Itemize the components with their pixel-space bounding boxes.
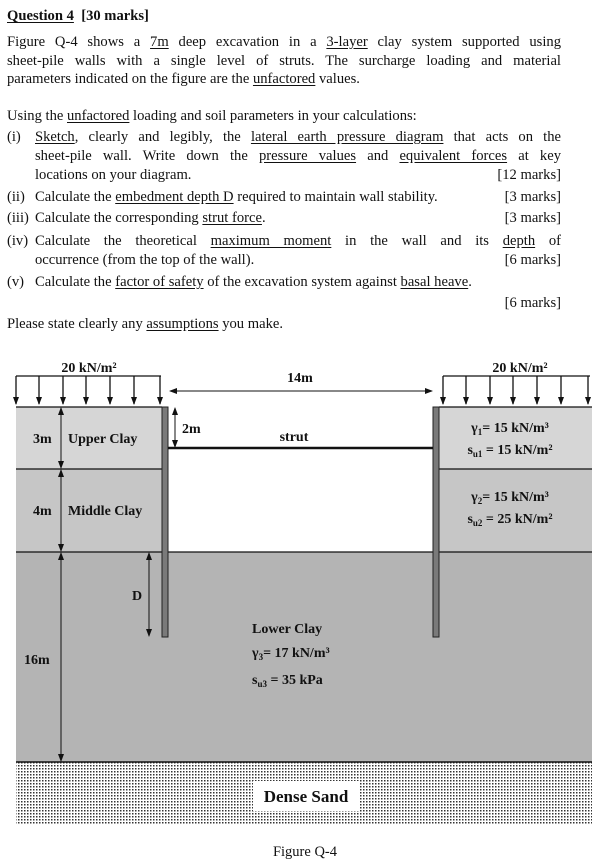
item-label: (ii): [7, 189, 25, 205]
text-segment: Calculate the corresponding: [35, 210, 203, 226]
middle-clay-label: Middle Clay: [68, 504, 143, 519]
emphasized-term: lateral earth pressure diagram: [250, 129, 444, 145]
embedment-label: D: [132, 589, 143, 604]
param-sub: 2: [477, 496, 483, 506]
text-segment: , clearly and legibly, the: [74, 129, 251, 145]
text-segment: at key: [507, 148, 561, 164]
strut-label: strut: [279, 430, 309, 445]
text-segment: Using the: [7, 108, 67, 124]
emphasized-term: unfactored: [67, 108, 130, 124]
param-sym: γ: [252, 646, 259, 661]
param-sym: γ: [471, 421, 478, 436]
param-rest: = 17 kN/m³: [263, 646, 330, 661]
emphasized-term: equivalent forces: [399, 148, 508, 164]
text-segment: occurrence (from the top of the wall).: [35, 252, 255, 268]
text-segment: sheet-pile wall. Write down the: [35, 148, 259, 164]
param-sub: 3: [258, 652, 264, 662]
text-segment: required to maintain wall stability.: [233, 189, 438, 205]
marks-label: [6 marks]: [504, 252, 561, 268]
emphasized-term: depth: [502, 233, 536, 249]
item-label: (v): [7, 274, 25, 290]
marks-label: [6 marks]: [504, 295, 561, 311]
text-segment: that acts on the: [443, 129, 562, 145]
text-segment: locations on your diagram.: [35, 167, 192, 183]
param-sym: s: [467, 512, 473, 527]
emphasized-term: factor of safety: [115, 274, 204, 290]
text-segment: Calculate the: [35, 189, 116, 205]
param-rest: = 15 kN/m³: [482, 490, 549, 505]
text-segment: .: [468, 274, 472, 290]
text-segment: and: [356, 148, 400, 164]
left-sheet-pile-wall: [162, 407, 168, 637]
item-label: (iv): [7, 233, 29, 249]
excavation-width-label: 14m: [287, 371, 313, 386]
soil-parameter-g3: [251, 646, 330, 662]
surcharge-right-label: 20 kN/m²: [492, 361, 548, 376]
middle-clay-right: [439, 469, 592, 552]
text-segment: of the excavation system against: [203, 274, 401, 290]
item-label: (iii): [7, 210, 29, 226]
emphasized-term: 3-layer: [326, 34, 368, 50]
param-sub: 1: [477, 427, 483, 437]
upper-thickness-label: 3m: [33, 432, 52, 447]
text-segment: you make.: [218, 316, 284, 332]
emphasized-term: maximum moment: [210, 233, 332, 249]
param-sub: u2: [472, 518, 483, 528]
param-sym: s: [467, 443, 473, 458]
emphasized-term: basal heave: [400, 274, 469, 290]
right-sheet-pile-wall: [433, 407, 439, 637]
surcharge-left-label: 20 kN/m²: [61, 361, 117, 376]
text-segment: clay system supported using: [367, 34, 561, 50]
emphasized-term: unfactored: [252, 71, 316, 87]
text-segment: of: [535, 233, 561, 249]
strut-depth-label: 2m: [182, 422, 201, 437]
text-segment: loading and soil parameters in your calculations:: [129, 108, 417, 124]
param-rest: = 15 kN/m³: [482, 421, 549, 436]
param-rest: = 15 kN/m²: [482, 443, 553, 458]
question-number: Question 4: [7, 8, 74, 24]
param-sym: γ: [471, 490, 478, 505]
lower-clay-label: Lower Clay: [252, 622, 323, 637]
text-segment: .: [261, 210, 266, 226]
emphasized-term: embedment depth D: [115, 189, 234, 205]
param-sym: s: [252, 673, 258, 688]
emphasized-term: Sketch: [35, 129, 75, 145]
question-marks: [30 marks]: [81, 8, 149, 24]
text-segment: in the wall and its: [331, 233, 503, 249]
emphasized-term: pressure values: [258, 148, 357, 164]
param-sub: u3: [257, 679, 267, 689]
text-segment: deep excavation in a: [168, 34, 327, 50]
figure-caption: Figure Q-4: [272, 844, 338, 860]
middle-thickness-label: 4m: [33, 504, 52, 519]
lower-thickness-label: 16m: [24, 653, 50, 668]
param-sub: u1: [472, 449, 483, 459]
marks-label: [3 marks]: [504, 189, 561, 205]
emphasized-term: 7m: [150, 34, 169, 50]
emphasized-term: strut force: [202, 210, 262, 226]
param-rest: = 25 kN/m²: [482, 512, 553, 527]
item-label: (i): [7, 129, 21, 145]
emphasized-term: assumptions: [146, 316, 219, 332]
marks-label: [3 marks]: [504, 210, 561, 226]
text-segment: values.: [315, 71, 360, 87]
text-segment: sheet-pile walls with a single level of struts. The surcharge loading and material: [7, 53, 561, 69]
param-rest: = 35 kPa: [266, 673, 323, 688]
marks-label: [12 marks]: [497, 167, 561, 183]
upper-clay-label: Upper Clay: [68, 432, 138, 447]
text-segment: parameters indicated on the figure are the: [7, 71, 253, 87]
upper-clay-right: [439, 407, 592, 469]
soil-parameter-g2: [470, 490, 549, 506]
dense-sand-label: Dense Sand: [263, 787, 349, 806]
text-segment: Please state clearly any: [7, 316, 147, 332]
text-segment: Calculate the theoretical: [35, 233, 211, 249]
text-segment: Calculate the: [35, 274, 116, 290]
soil-parameter-g1: [470, 421, 549, 437]
text-segment: Figure Q-4 shows a: [7, 34, 151, 50]
